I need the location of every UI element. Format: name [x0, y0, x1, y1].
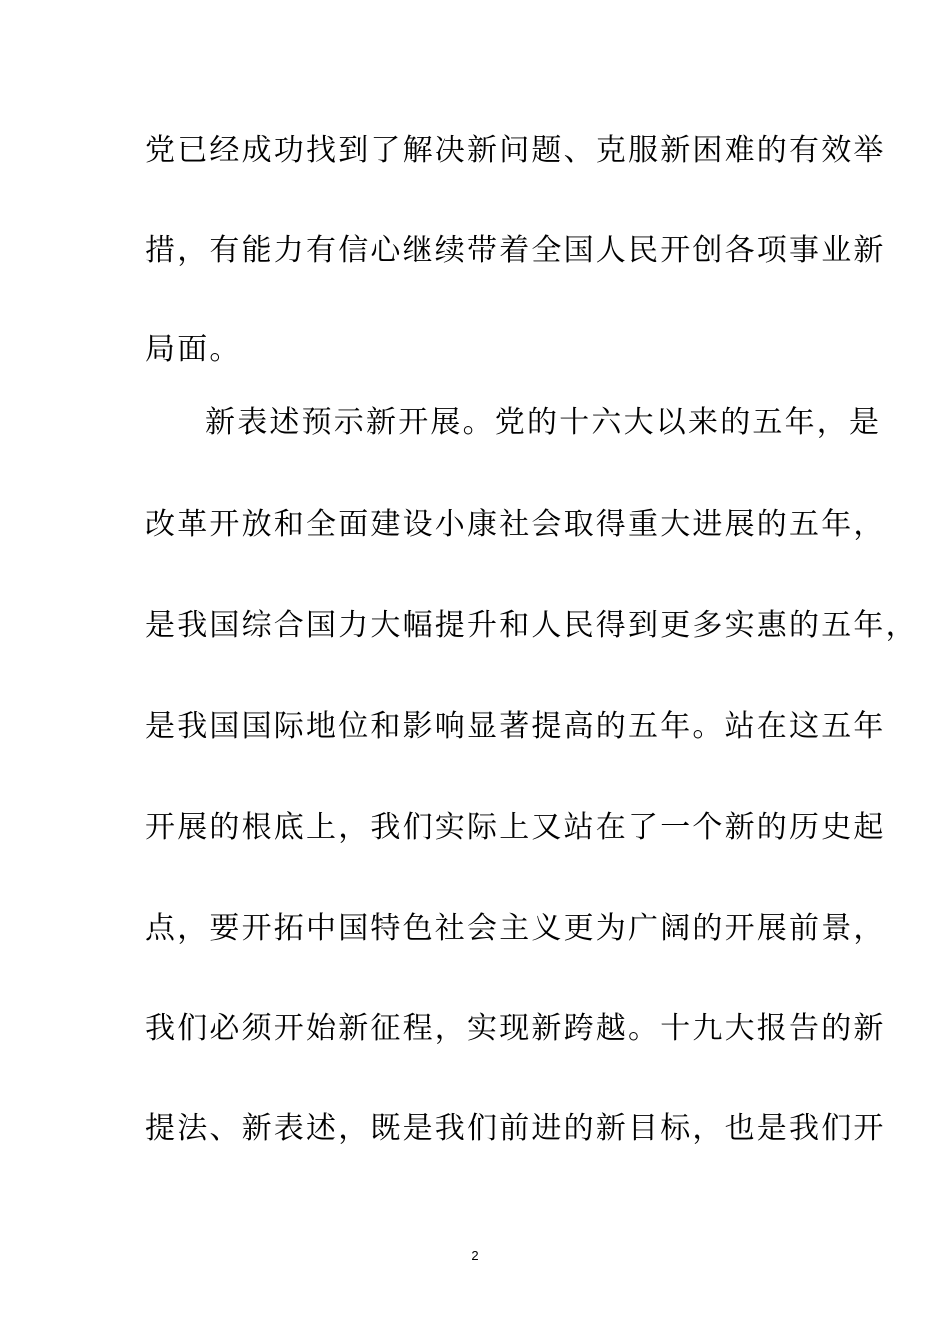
- page-number: 2: [471, 1248, 479, 1263]
- text-line-5: 改革开放和全面建设小康社会取得重大进展的五年，: [145, 507, 886, 542]
- text-line-8: 开展的根底上，我们实际上又站在了一个新的历史起: [145, 810, 886, 845]
- text-line-10: 我们必须开始新征程，实现新跨越。十九大报告的新: [145, 1011, 886, 1046]
- text-line-11: 提法、新表述，既是我们前进的新目标，也是我们开: [145, 1111, 886, 1146]
- paragraph-start-line: 新表述预示新开展。党的十六大以来的五年，是: [205, 405, 882, 440]
- text-line-6: 是我国综合国力大幅提升和人民得到更多实惠的五年，: [145, 608, 918, 643]
- text-line-1: 党已经成功找到了解决新问题、克服新困难的有效举: [145, 133, 886, 168]
- text-line-3: 局面。: [145, 332, 242, 367]
- text-line-7: 是我国国际地位和影响显著提高的五年。站在这五年: [145, 709, 886, 744]
- text-line-2: 措，有能力有信心继续带着全国人民开创各项事业新: [145, 233, 886, 268]
- text-line-9: 点，要开拓中国特色社会主义更为广阔的开展前景，: [145, 911, 886, 946]
